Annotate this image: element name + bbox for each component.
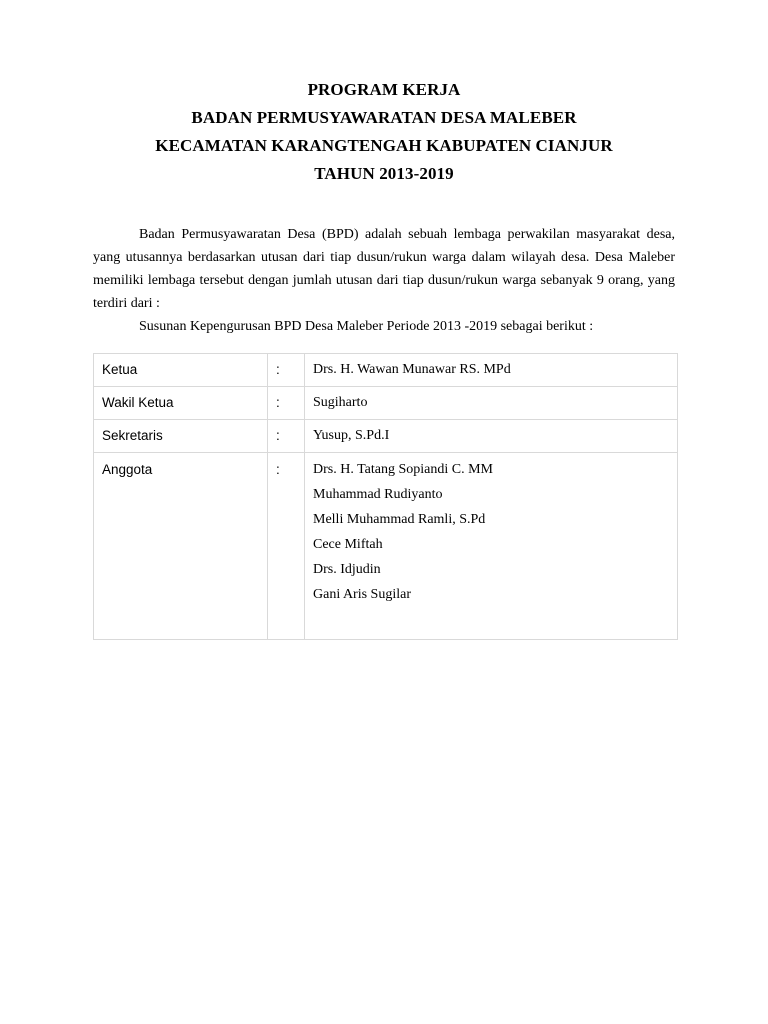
role-label: Sekretaris	[94, 420, 268, 453]
role-label: Wakil Ketua	[94, 387, 268, 420]
committee-table-wrapper	[93, 353, 678, 640]
member-name: Melli Muhammad Ramli, S.Pd	[313, 512, 486, 527]
separator: :	[268, 453, 305, 640]
member-name: Sugiharto	[305, 387, 678, 420]
member-name: Gani Aris Sugilar	[313, 587, 411, 602]
role-label: Ketua	[94, 354, 268, 387]
members-list	[305, 453, 678, 640]
table-row	[94, 354, 678, 387]
member-name: Drs. H. Wawan Munawar RS. MPd	[305, 354, 678, 387]
role-label: Anggota	[94, 453, 268, 640]
separator: :	[268, 354, 305, 387]
title-line-1: PROGRAM KERJA	[307, 80, 461, 99]
title-line-3: KECAMATAN KARANGTENGAH KABUPATEN CIANJUR	[155, 136, 613, 155]
intro-paragraph-1: Badan Permusyawaratan Desa (BPD) adalah sebuah lembaga perwakilan masyarakat desa, yang utusannya berdasarkan utusan dari tiap dusun/rukun warga dalam wilayah desa. Desa Maleber memiliki lembaga tersebut dengan jumlah utusan dari tiap dusun/rukun warga sebanyak 9 orang, yang terdiri dari :	[93, 227, 675, 311]
member-name: Drs. H. Tatang Sopiandi C. MM	[313, 462, 493, 477]
intro-paragraph-2: Susunan Kepengurusan BPD Desa Maleber Periode 2013 -2019 sebagai berikut :	[139, 319, 594, 334]
title-line-4: TAHUN 2013-2019	[314, 164, 454, 183]
intro-text	[93, 223, 675, 338]
table-row	[94, 420, 678, 453]
title-line-2: BADAN PERMUSYAWARATAN DESA MALEBER	[191, 108, 577, 127]
table-row	[94, 453, 678, 640]
separator: :	[268, 387, 305, 420]
member-name: Drs. Idjudin	[313, 562, 381, 577]
table-row	[94, 387, 678, 420]
document-title	[0, 76, 768, 188]
separator: :	[268, 420, 305, 453]
member-name: Yusup, S.Pd.I	[305, 420, 678, 453]
member-name: Muhammad Rudiyanto	[313, 487, 443, 502]
member-name: Cece Miftah	[313, 537, 383, 552]
committee-table	[93, 353, 678, 640]
